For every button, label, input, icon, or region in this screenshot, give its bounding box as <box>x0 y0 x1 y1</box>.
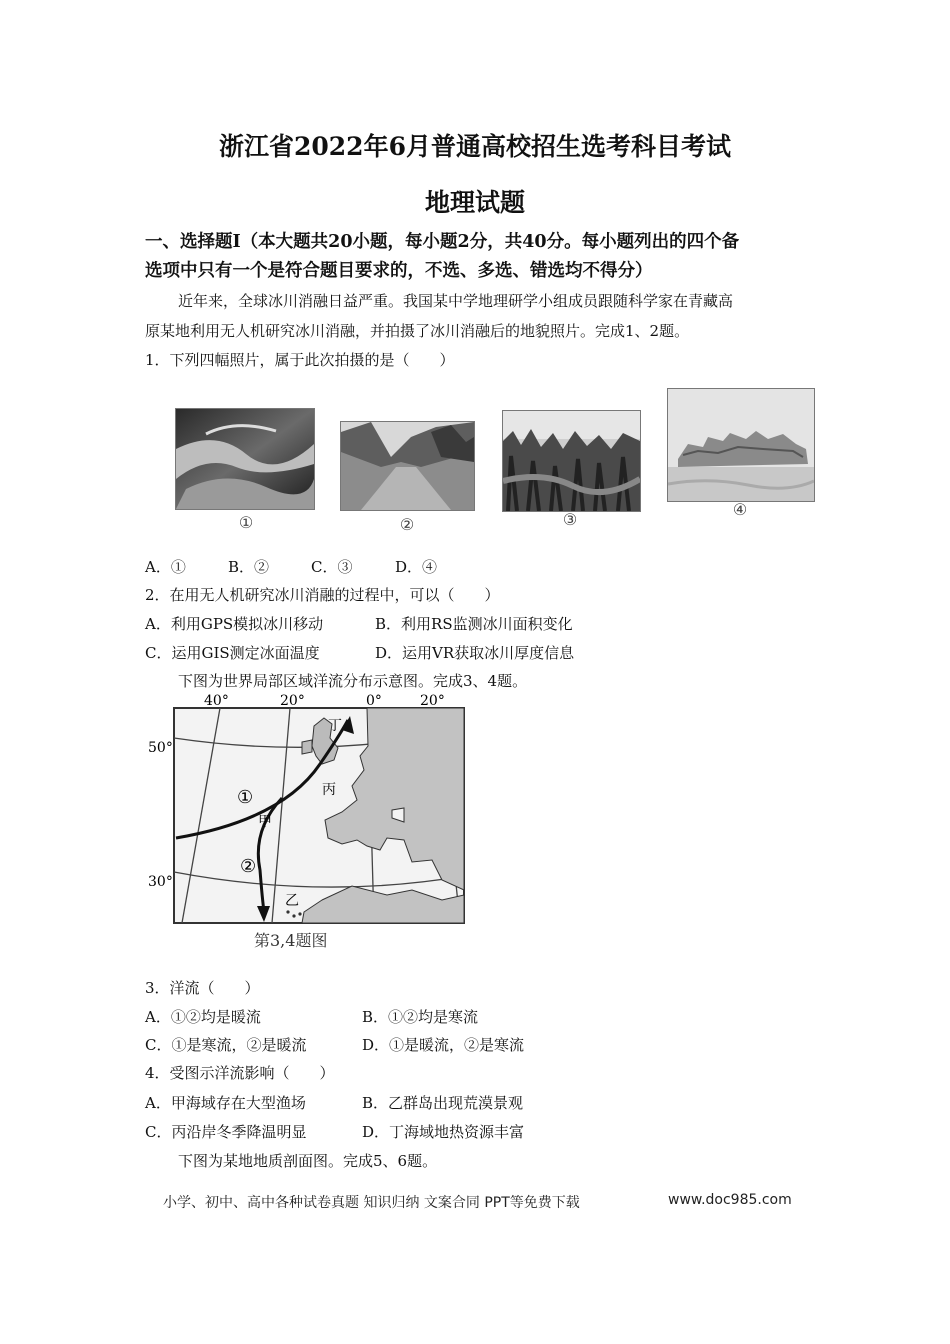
map-lon-40: 40° <box>204 693 229 709</box>
photo-dunes <box>175 408 315 510</box>
map-current-1: ① <box>237 787 254 808</box>
map-lat-50: 50° <box>148 740 173 756</box>
intro-3-4: 下图为世界局部区域洋流分布示意图。完成3、4题。 <box>178 672 528 690</box>
footer-text: 小学、初中、高中各种试卷真题 知识归纳 文案合同 PPT等免费下载 <box>163 1195 580 1211</box>
intro-1-2-line1: 近年来，全球冰川消融日益严重。我国某中学地理研学小组成员跟随科学家在青藏高 <box>178 292 734 310</box>
map-caption: 第3,4题图 <box>254 931 328 950</box>
intro-5-6: 下图为某地地质剖面图。完成5、6题。 <box>178 1152 438 1170</box>
q1-stem: 1．下列四幅照片，属于此次拍摄的是（ ） <box>145 351 455 369</box>
q1-option-d[interactable]: D．④ <box>395 558 438 576</box>
map-label-ding: 丁 <box>328 718 342 734</box>
q4-option-d[interactable]: D．丁海域地热资源丰富 <box>362 1123 525 1141</box>
photo-strip <box>155 378 835 538</box>
photo-label-3: ③ <box>562 510 578 529</box>
q1-option-a[interactable]: A．① <box>145 558 186 576</box>
q2-option-a[interactable]: A．利用GPS模拟冰川移动 <box>145 615 324 633</box>
map-label-bing: 丙 <box>322 782 336 798</box>
footer-link[interactable]: www.doc985.com <box>668 1192 792 1208</box>
photo-stone-forest <box>502 410 641 512</box>
exam-subtitle: 地理试题 <box>424 188 525 217</box>
q3-option-a[interactable]: A．①②均是暖流 <box>145 1008 261 1026</box>
map-lat-30: 30° <box>148 874 173 890</box>
q3-option-b[interactable]: B．①②均是寒流 <box>362 1008 479 1026</box>
photo-yardang <box>667 388 815 502</box>
q3-option-d[interactable]: D．①是暖流，②是寒流 <box>362 1036 525 1054</box>
q1-option-c[interactable]: C．③ <box>311 558 353 576</box>
section-heading-line1: 一、选择题Ⅰ（本大题共20小题，每小题2分，共40分。每小题列出的四个备 <box>145 232 740 252</box>
q2-option-b[interactable]: B．利用RS监测冰川面积变化 <box>375 615 573 633</box>
map-label-yi: 乙 <box>285 893 299 909</box>
intro-1-2-line2: 原某地利用无人机研究冰川消融，并拍摄了冰川消融后的地貌照片。完成1、2题。 <box>145 322 690 340</box>
q1-option-b[interactable]: B．② <box>228 558 270 576</box>
q4-option-a[interactable]: A．甲海域存在大型渔场 <box>145 1094 306 1112</box>
q4-stem: 4．受图示洋流影响（ ） <box>145 1064 335 1082</box>
q3-option-c[interactable]: C．①是寒流，②是暖流 <box>145 1036 307 1054</box>
map-current-2: ② <box>240 856 257 877</box>
photo-label-4: ④ <box>732 500 748 519</box>
q2-stem: 2．在用无人机研究冰川消融的过程中，可以（ ） <box>145 586 500 604</box>
q2-option-d[interactable]: D．运用VR获取冰川厚度信息 <box>375 644 575 662</box>
photo-label-2: ② <box>399 515 415 534</box>
map-label-jia: 甲 <box>258 814 272 830</box>
q4-option-b[interactable]: B．乙群岛出现荒漠景观 <box>362 1094 524 1112</box>
photo-label-1: ① <box>238 513 254 532</box>
q2-option-c[interactable]: C．运用GIS测定冰面温度 <box>145 644 320 662</box>
map-lon-20e: 20° <box>420 693 445 709</box>
q4-option-c[interactable]: C．丙沿岸冬季降温明显 <box>145 1123 307 1141</box>
section-heading <box>145 228 845 286</box>
photo-glacial-valley <box>340 421 475 511</box>
map-lon-0: 0° <box>366 693 382 709</box>
ocean-current-map <box>142 690 472 952</box>
section-heading-line2: 选项中只有一个是符合题目要求的，不选、多选、错选均不得分） <box>145 261 653 281</box>
exam-title: 浙江省2022年6月普通高校招生选考科目考试 <box>219 132 731 161</box>
map-lon-20w: 20° <box>280 693 305 709</box>
q3-stem: 3．洋流（ ） <box>145 979 260 997</box>
